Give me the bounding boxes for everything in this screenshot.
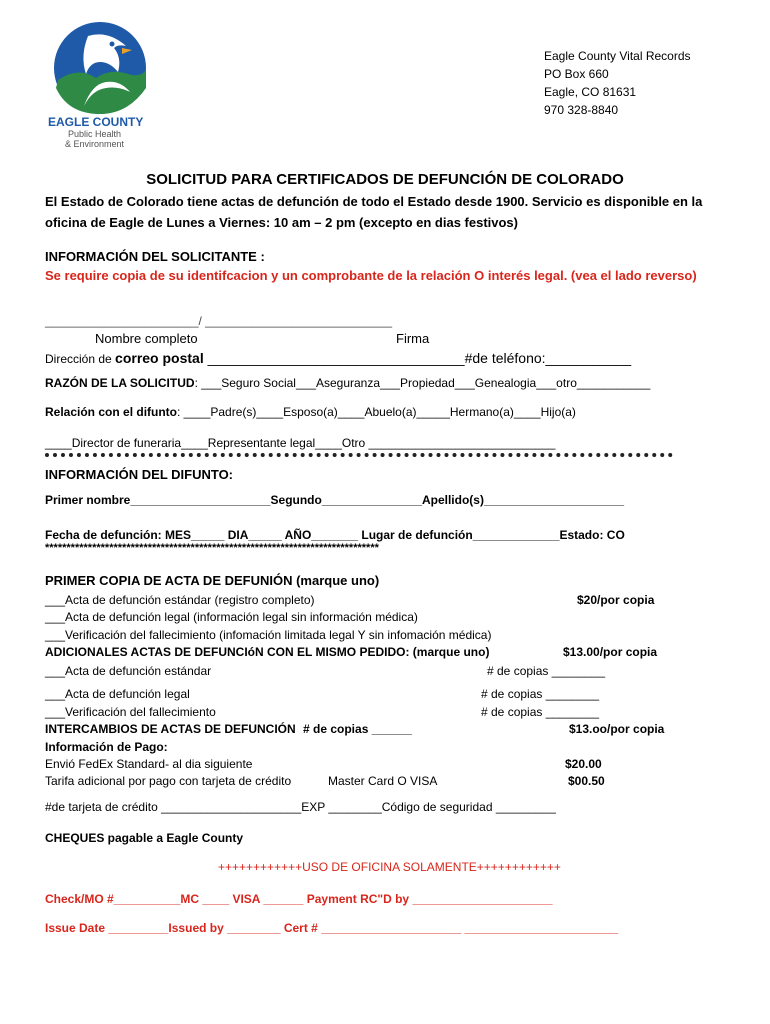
additional-copies-legal[interactable]: # de copias ________ bbox=[481, 687, 600, 701]
section-divider bbox=[45, 453, 673, 457]
page-title: SOLICITUD PARA CERTIFICADOS DE DEFUNCIÓN DE COLORADO bbox=[146, 171, 624, 188]
applicant-heading: INFORMACIÓN DEL SOLICITANTE : bbox=[45, 249, 265, 264]
exchange-label: INTERCAMBIOS DE ACTAS DE DEFUNCIÓN bbox=[45, 722, 296, 736]
postal-label: correo postal bbox=[115, 350, 204, 366]
eagle-county-logo bbox=[48, 18, 152, 150]
additional-heading: ADICIONALES ACTAS DE DEFUNCIóN CON EL MISMO PEDIDO: (marque uno) bbox=[45, 645, 490, 659]
first-copy-option-legal[interactable]: ___Acta de defunción legal (información legal sin información médica) bbox=[45, 610, 418, 624]
signature-label: Firma bbox=[396, 331, 430, 346]
first-copy-option-verification[interactable]: ___Verificación del fallecimiento (infomación limitada legal Y sin infomación médica) bbox=[45, 628, 492, 642]
applicant-note: Se require copia de su identifcacion y un comprobante de la relación O interés legal. (vea el lado reverso) bbox=[45, 268, 697, 283]
payment-heading: Información de Pago: bbox=[45, 740, 168, 754]
address-phone-blank: _________________________________#de teléfono:___________ bbox=[203, 350, 632, 366]
relationship-line[interactable] bbox=[45, 405, 576, 419]
additional-option-legal[interactable]: ___Acta de defunción legal bbox=[45, 687, 190, 701]
card-fee-label: Tarifa adicional por pago con tarjeta de crédito bbox=[45, 774, 292, 788]
additional-copies-verification[interactable]: # de copias ________ bbox=[481, 705, 600, 719]
address-phone-line[interactable] bbox=[45, 350, 631, 366]
first-copy-heading: PRIMER COPIA DE ACTA DE DEFUNIÓN (marque uno) bbox=[45, 573, 380, 588]
first-copy-price: $20/por copia bbox=[577, 593, 655, 607]
signature-line[interactable]: _______________________/ ____________________________ bbox=[45, 314, 393, 328]
intro-text: El Estado de Colorado tiene actas de defunción de todo el Estado desde 1900. Servicio es disponible en la oficina de Eagle de Lunes a Viernes: 10 am – 2 pm (excepto en dias festivos) bbox=[45, 194, 703, 230]
reason-line[interactable] bbox=[45, 376, 650, 390]
full-name-label: Nombre completo bbox=[95, 331, 198, 346]
logo-subtitle-1: Public Health bbox=[68, 129, 122, 139]
asterisk-separator: ****************************************************************************** bbox=[45, 542, 379, 554]
additional-option-standard[interactable]: ___Acta de defunción estándar bbox=[45, 664, 212, 678]
address-line-1: Eagle County Vital Records bbox=[544, 49, 691, 63]
office-issue-line[interactable]: Issue Date _________Issued by ________ Cert # _____________________ _______________________ bbox=[45, 921, 619, 935]
office-use-heading: ++++++++++++USO DE OFICINA SOLAMENTE++++++++++++ bbox=[218, 860, 561, 874]
eagle-emblem-icon bbox=[48, 18, 152, 118]
relationship-label: Relación con el difunto bbox=[45, 405, 178, 419]
exchange-price: $13.oo/por copia bbox=[569, 722, 665, 736]
address-line-4: 970 328-8840 bbox=[544, 103, 619, 117]
death-date-line[interactable]: Fecha de defunción: MES_____ DIA_____ AÑO_______ Lugar de defunción_____________Estado: CO bbox=[45, 528, 625, 542]
logo-title: EAGLE COUNTY bbox=[48, 115, 144, 129]
address-line-2: PO Box 660 bbox=[544, 67, 609, 81]
fedex-label[interactable]: Envió FedEx Standard- al dia siguiente bbox=[45, 757, 253, 771]
card-types[interactable]: Master Card O VISA bbox=[328, 774, 438, 788]
reason-options: : ___Seguro Social___Aseguranza___Propiedad___Genealogia___otro___________ bbox=[194, 376, 651, 390]
first-copy-option-standard[interactable]: ___Acta de defunción estándar (registro completo) bbox=[45, 593, 315, 607]
relationship-options: : ____Padre(s)____Esposo(a)____Abuelo(a)_____Hermano(a)____Hijo(a) bbox=[177, 405, 576, 419]
additional-option-verification[interactable]: ___Verificación del fallecimiento bbox=[45, 705, 216, 719]
cheques-note: CHEQUES pagable a Eagle County bbox=[45, 831, 244, 845]
fedex-price: $20.00 bbox=[565, 757, 602, 771]
deceased-heading: INFORMACIÓN DEL DIFUNTO: bbox=[45, 467, 234, 482]
reason-label: RAZÓN DE LA SOLICITUD bbox=[45, 376, 195, 390]
address-line-3: Eagle, CO 81631 bbox=[544, 85, 637, 99]
relationship-options-2[interactable]: ____Director de funeraria____Representante legal____Otro ____________________________ bbox=[45, 436, 556, 450]
logo-subtitle-2: & Environment bbox=[65, 139, 125, 149]
office-check-line[interactable]: Check/MO #__________MC ____ VISA ______ Payment RC"D by _____________________ bbox=[45, 892, 553, 906]
address-label: Dirección de bbox=[45, 352, 116, 366]
exchange-copies[interactable]: # de copias ______ bbox=[303, 722, 412, 736]
additional-copies-standard[interactable]: # de copias ________ bbox=[487, 664, 606, 678]
card-fee-price: $00.50 bbox=[568, 774, 605, 788]
office-address bbox=[544, 47, 691, 119]
deceased-names-line[interactable]: Primer nombre_____________________Segundo_______________Apellido(s)_____________________ bbox=[45, 493, 625, 507]
card-number-line[interactable]: #de tarjeta de crédito _____________________EXP ________Código de seguridad _________ bbox=[45, 800, 556, 814]
additional-price: $13.00/por copia bbox=[563, 645, 658, 659]
